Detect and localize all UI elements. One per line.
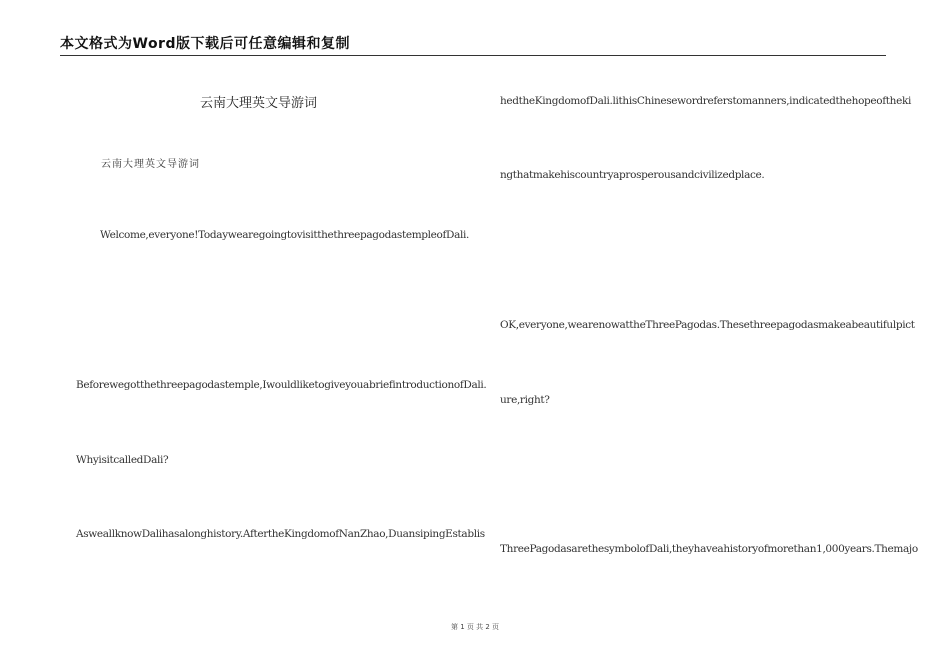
paragraph-line: Beforewegotthethreepagodastemple,IwouldliketogiveyouabriefintroductionofDali. (76, 379, 487, 391)
paragraph-line: hedtheKingdomofDali.lithisChinesewordreferstomanners,indicatedthehopeoftheki (500, 95, 911, 107)
document-subtitle: 云南大理英文导游词 (101, 159, 200, 170)
page-number-footer: 第 1 页 共 2 页 (450, 623, 500, 631)
paragraph-line: AsweallknowDalihasalonghistory.AftertheKingdomofNanZhao,DuansipingEstablis (76, 528, 485, 540)
paragraph-line: Welcome,everyone!TodaywearegoingtovisitthethreepagodastempleofDali. (100, 229, 470, 241)
paragraph-line: OK,everyone,wearenowattheThreePagodas.Thesethreepagodasmakeabeautifulpict (500, 319, 915, 331)
paragraph-line: ure,right? (500, 394, 550, 406)
paragraph-line: WhyisitcalledDali? (76, 454, 169, 466)
document-title: 云南大理英文导游词 (200, 96, 318, 111)
header-banner-text: 本文格式为Word版下载后可任意编辑和复制 (60, 36, 350, 52)
paragraph-line: ThreePagodasarethesymbolofDali,theyhaveahistoryofmorethan1,000years.Themajo (500, 543, 918, 555)
paragraph-line: ngthatmakehiscountryaprosperousandcivilizedplace. (500, 169, 765, 181)
page-header (60, 33, 886, 56)
